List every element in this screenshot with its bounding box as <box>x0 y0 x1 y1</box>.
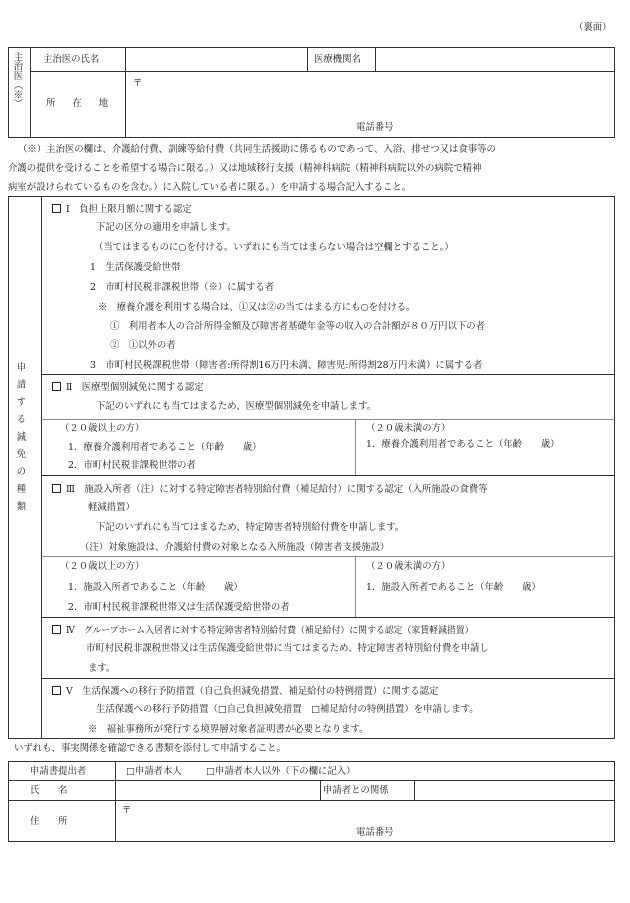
section-5-checkbox[interactable] <box>52 686 61 695</box>
section-2-title: Ⅱ 医療型個別減免に関する認定 <box>66 382 204 393</box>
relation-field[interactable] <box>417 783 611 798</box>
attach-note: いずれも、事実関係を確認できる書類を添付して申請すること。 <box>14 743 286 754</box>
section-5-title: Ⅴ 生活保護への移行予防措置（自己負担減免措置、補足給付の特例措置）に関する認定 <box>66 686 439 697</box>
submitter-phone-label: 電話番号 <box>356 827 394 838</box>
reduction-side-label: 申請する減免の種類 <box>14 362 26 519</box>
submitter-name-label: 氏 名 <box>30 785 68 796</box>
submitter-name-field[interactable] <box>118 783 316 798</box>
section-1-title: Ⅰ 負担上限月額に関する認定 <box>66 204 192 215</box>
section-3-title: Ⅲ 施設入所者（注）に対する特定障害者特別給付費（補足給付）に関する認定（入所施設の食費等 <box>66 484 488 495</box>
submitter-address-field[interactable] <box>132 803 610 823</box>
doctor-address-label: 所 在 地 <box>46 98 116 109</box>
section-2-checkbox[interactable] <box>52 382 61 391</box>
doctor-name-field[interactable] <box>128 50 304 69</box>
doctor-postal-mark: 〒 <box>133 78 143 89</box>
doctor-name-label: 主治医の氏名 <box>43 54 100 65</box>
institution-field[interactable] <box>378 50 611 69</box>
submitter-postal-mark: 〒 <box>122 805 132 816</box>
submitter-label: 申請書提出者 <box>30 766 87 777</box>
section-4-title: Ⅳ グループホーム入居者に対する特定障害者特別給付費（補足給付）に関する認定（家賃軽減措置） <box>66 626 474 636</box>
relation-label: 申請者との関係 <box>323 785 389 796</box>
section-1-checkbox[interactable] <box>52 204 61 213</box>
doctor-side-label: 主治医（※） <box>11 52 23 109</box>
section-3-checkbox[interactable] <box>52 484 61 493</box>
doctor-address-field[interactable] <box>140 74 610 114</box>
doctor-phone-field[interactable] <box>404 118 609 134</box>
institution-label: 医療機関名 <box>314 54 361 65</box>
submitter-option-self[interactable]: □申請者本人 <box>126 766 182 777</box>
section-4-checkbox[interactable] <box>52 625 61 634</box>
page-side-label: （裏面） <box>574 22 612 33</box>
submitter-option-other[interactable]: □申請者本人以外（下の欄に記入） <box>206 766 356 777</box>
submitter-phone-field[interactable] <box>404 825 609 839</box>
doctor-phone-label: 電話番号 <box>356 122 394 133</box>
submitter-address-label: 住 所 <box>30 816 68 827</box>
